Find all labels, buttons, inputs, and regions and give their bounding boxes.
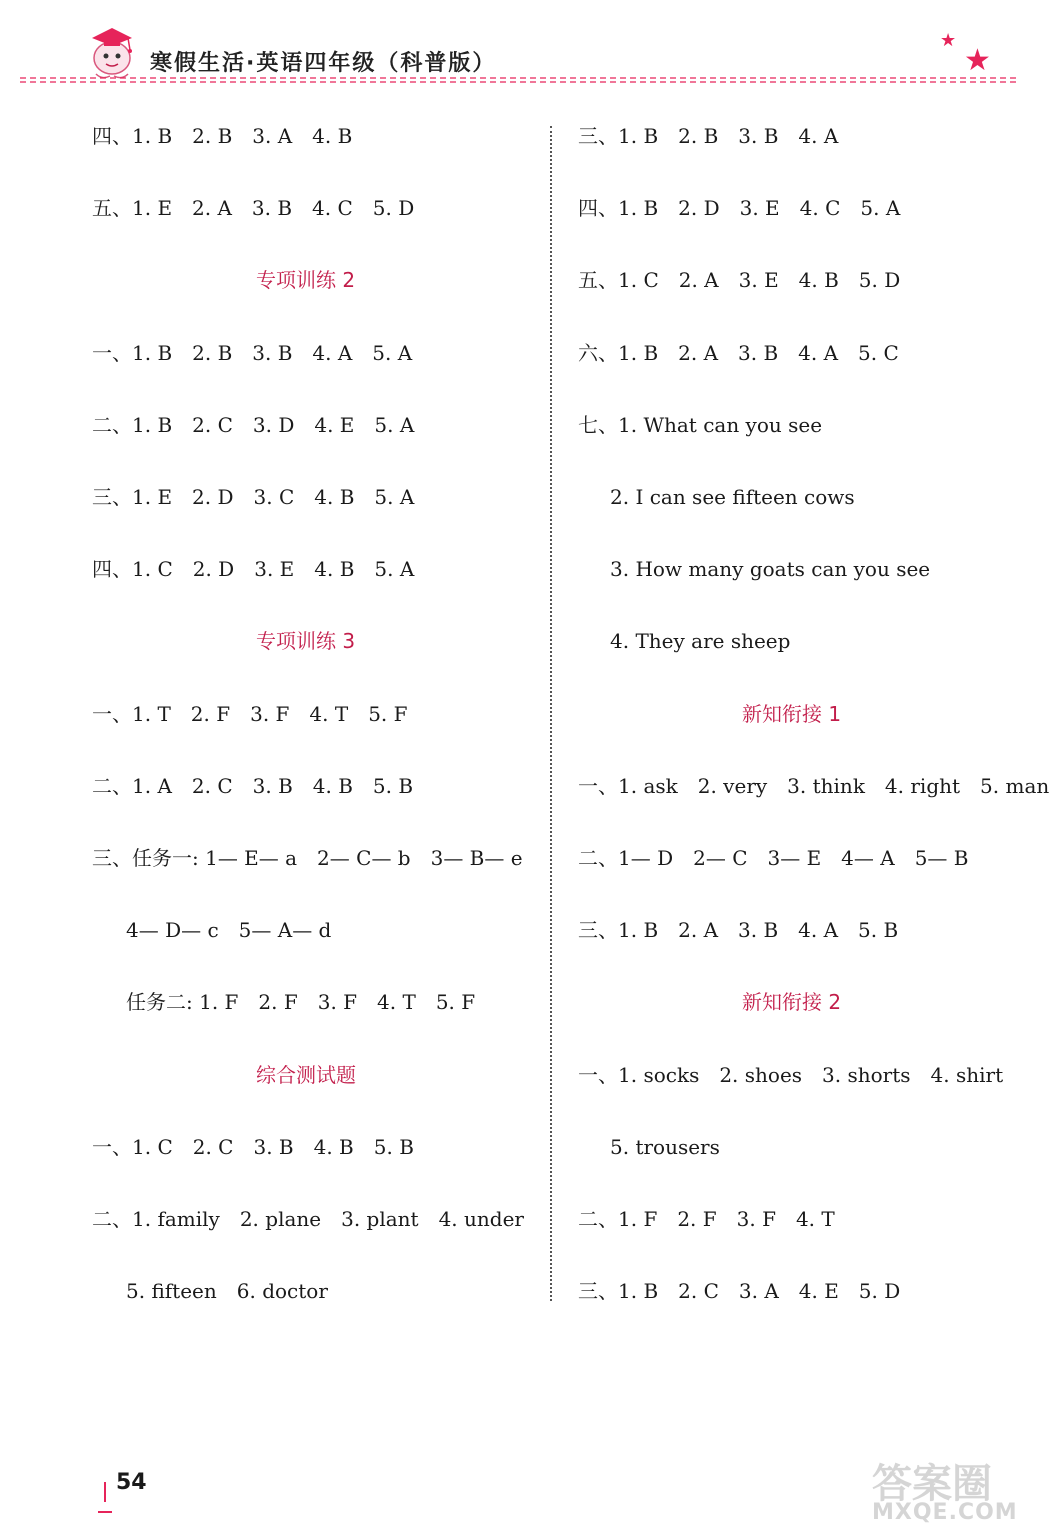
answer-line: 三、1. B 2. B 3. B 4. A xyxy=(578,124,839,148)
answer-line: 3. How many goats can you see xyxy=(610,557,931,582)
answer-line: 二、1. B 2. C 3. D 4. E 5. A xyxy=(92,412,415,437)
answer-line: 任务二: 1. F 2. F 3. F 4. T 5. F xyxy=(126,990,476,1015)
watermark-url: MXQE.COM xyxy=(872,1500,1018,1525)
answer-line: 五、1. C 2. A 3. E 4. B 5. D xyxy=(578,268,901,293)
section-title: 专项训练 3 xyxy=(256,629,356,654)
answer-line: 二、1. F 2. F 3. F 4. T xyxy=(578,1207,835,1231)
answer-line: 三、任务一: 1— E— a 2— C— b 3— B— e xyxy=(92,846,523,870)
section-title: 综合测试题 xyxy=(256,1062,356,1087)
answer-line: 三、1. B 2. C 3. A 4. E 5. D xyxy=(578,1279,901,1304)
star-icon: ★ xyxy=(940,30,957,51)
section-title: 新知衔接 2 xyxy=(742,990,842,1015)
answer-line: 5. fifteen 6. doctor xyxy=(126,1279,328,1304)
cartoon-graduate-icon xyxy=(82,18,142,82)
answer-line: 4. They are sheep xyxy=(610,629,791,654)
answer-line: 六、1. B 2. A 3. B 4. A 5. C xyxy=(578,340,899,365)
answer-line: 2. I can see fifteen cows xyxy=(610,485,855,509)
answer-line: 五、1. E 2. A 3. B 4. C 5. D xyxy=(92,196,415,221)
answer-line: 一、1. socks 2. shoes 3. shorts 4. shirt xyxy=(578,1062,1004,1087)
answer-line: 一、1. T 2. F 3. F 4. T 5. F xyxy=(92,701,408,726)
section-title: 新知衔接 1 xyxy=(742,701,842,726)
watermark-logo: 答案圈 xyxy=(872,1461,992,1507)
answer-line: 二、1. A 2. C 3. B 4. B 5. B xyxy=(92,773,414,798)
answer-line: 4— D— c 5— A— d xyxy=(126,918,332,943)
answer-line: 四、1. C 2. D 3. E 4. B 5. A xyxy=(92,557,415,582)
answer-line: 一、1. B 2. B 3. B 4. A 5. A xyxy=(92,340,413,365)
header-rule xyxy=(20,76,1020,84)
answer-line: 四、1. B 2. D 3. E 4. C 5. A xyxy=(578,196,901,221)
answer-line: 二、1. family 2. plane 3. plant 4. under xyxy=(92,1207,524,1231)
star-icon: ★ xyxy=(964,43,991,78)
answer-line: 5. trousers xyxy=(610,1134,720,1159)
section-title: 专项训练 2 xyxy=(256,268,356,293)
page-header xyxy=(0,0,1050,100)
answer-line: 七、1. What can you see xyxy=(578,412,823,437)
page-number: 54 xyxy=(116,1470,147,1495)
answer-line: 一、1. ask 2. very 3. think 4. right 5. man xyxy=(578,773,1050,798)
watermark xyxy=(872,1452,1032,1528)
header-title: 寒假生活·英语四年级（科普版） xyxy=(150,51,497,76)
answer-line: 三、1. E 2. D 3. C 4. B 5. A xyxy=(92,485,415,509)
answer-line: 一、1. C 2. C 3. B 4. B 5. B xyxy=(92,1134,414,1159)
answer-line: 二、1— D 2— C 3— E 4— A 5— B xyxy=(578,846,969,870)
page-mark-icon xyxy=(98,1480,112,1514)
answer-line: 四、1. B 2. B 3. A 4. B xyxy=(92,124,353,148)
answer-line: 三、1. B 2. A 3. B 4. A 5. B xyxy=(578,918,899,943)
column-divider xyxy=(550,126,552,1301)
